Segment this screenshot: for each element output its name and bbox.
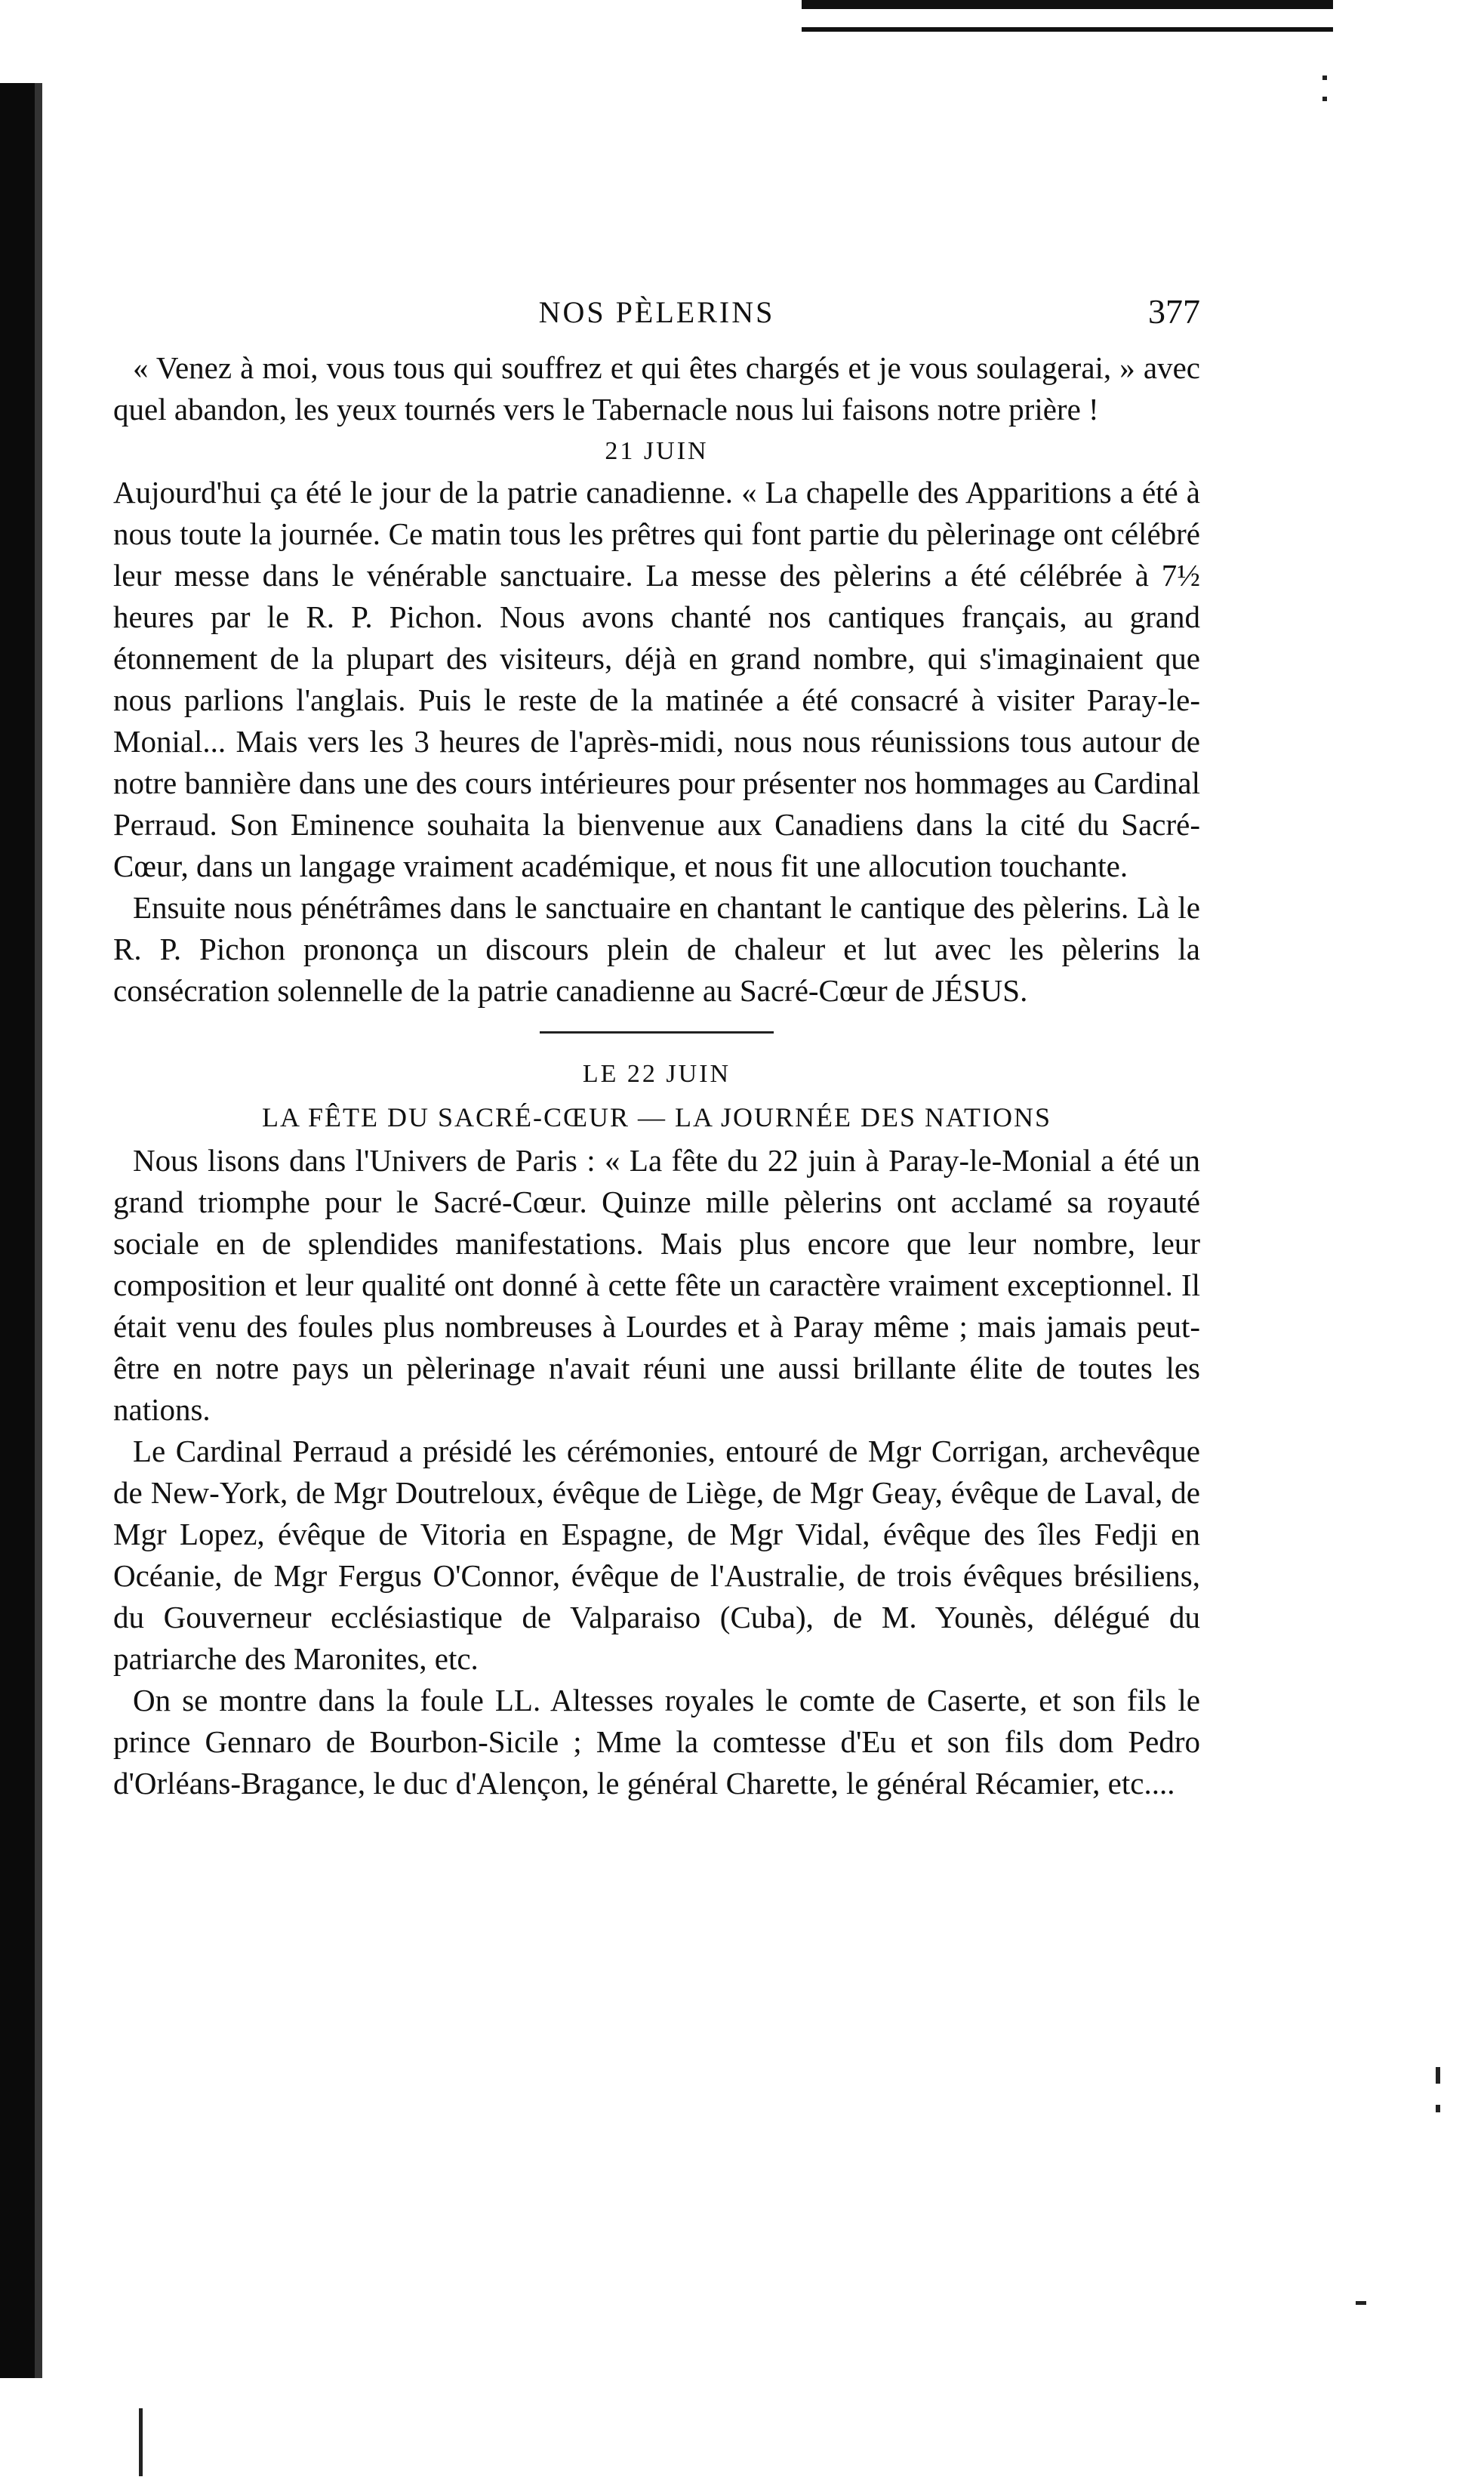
- paragraph: On se montre dans la foule LL. Altesses royales le comte de Caserte, et son fils le prince Gennaro de Bourbon-Sicile ; Mme la comtesse d'Eu et son fils dom Pedro d'Orléans-Bragance, le duc d'Alençon, le général Charette, le général Récamier, etc....: [113, 1683, 1200, 1801]
- scan-speck: [1322, 75, 1327, 80]
- section-divider: [540, 1031, 774, 1034]
- scan-edge-top: [802, 0, 1333, 9]
- scan-edge-top-thin: [802, 27, 1333, 32]
- opening-paragraph: « Venez à moi, vous tous qui souffrez et qui êtes chargés et je vous soulagerai, » avec quel abandon, les yeux tournés vers le Tabernacle nous lui faisons notre prière !: [113, 350, 1200, 427]
- section-subtitle: LA FÊTE DU SACRÉ-CŒUR — LA JOURNÉE DES NATIONS: [261, 1102, 1052, 1132]
- scan-binding-shadow: [0, 83, 35, 2378]
- scan-speck: [139, 2408, 143, 2476]
- paragraph: Le Cardinal Perraud a présidé les cérémonies, entouré de Mgr Corrigan, archevêque de New-York, de Mgr Doutreloux, évêque de Liège, de Mgr Geay, évêque de Laval, de Mgr Lopez, évêque de Vitoria en Espagne, de Mgr Vidal, évêque des îles Fedji en Océanie, de Mgr Fergus O'Connor, évêque de l'Australie, de trois évêques brésiliens, du Gouverneur ecclésiastique de Valparaiso (Cuba), de M. Younès, délégué du patriarche des Maronites, etc.: [113, 1434, 1200, 1676]
- paragraph: Nous lisons dans l'Univers de Paris : « La fête du 22 juin à Paray-le-Monial a été un grand triomphe pour le Sacré-Cœur. Quinze mille pèlerins ont acclamé sa royauté sociale en de splendides manifestations. Mais plus encore que leur nombre, leur composition et leur qualité ont donné à cette fête un caractère vraiment exceptionnel. Il était venu des foules plus nombreuses à Lourdes et à Paray même ; mais jamais peut-être en notre pays un pèlerinage n'avait réuni une aussi brillante élite de toutes les nations.: [113, 1143, 1200, 1427]
- scan-speck: [1436, 2105, 1440, 2112]
- date-heading-21-juin: 21 JUIN: [605, 437, 709, 465]
- running-header: [113, 279, 1200, 347]
- paragraph: Aujourd'hui ça été le jour de la patrie canadienne. « La chapelle des Apparitions a été à nous toute la journée. Ce matin tous les prêtres qui font partie du pèlerinage ont célébré leur messe dans le vénérable sanctuaire. La messe des pèlerins a été célébrée à 7½ heures par le R. P. Pichon. Nous avons chanté nos cantiques français, au grand étonnement de la plupart des visiteurs, déjà en grand nombre, qui s'imaginaient que nous parlions l'anglais. Puis le reste de la matinée a été consacré à visiter Paray-le-Monial... Mais vers les 3 heures de l'après-midi, nous nous réunissions tous autour de notre bannière dans une des cours intérieures pour présenter nos hommages au Cardinal Perraud. Son Eminence souhaita la bienvenue aux Canadiens dans la cité du Sacré-Cœur, dans un langage vraiment académique, et nous fit une allocution touchante.: [113, 475, 1200, 883]
- book-page: [113, 279, 1200, 1804]
- page-number: 377: [1148, 292, 1200, 331]
- scan-speck: [1322, 97, 1327, 101]
- scan-binding-edge: [35, 83, 42, 2378]
- running-title: NOS PÈLERINS: [538, 295, 775, 329]
- paragraph: Ensuite nous pénétrâmes dans le sanctuaire en chantant le cantique des pèlerins. Là le R. P. Pichon prononça un discours plein de chaleur et lut avec les pèlerins la consécration solennelle de la patrie canadienne au Sacré-Cœur de JÉSUS.: [113, 890, 1200, 1008]
- date-heading-22-juin: LE 22 JUIN: [582, 1060, 731, 1088]
- scan-speck: [1436, 2067, 1440, 2084]
- scan-speck: [1356, 2301, 1366, 2305]
